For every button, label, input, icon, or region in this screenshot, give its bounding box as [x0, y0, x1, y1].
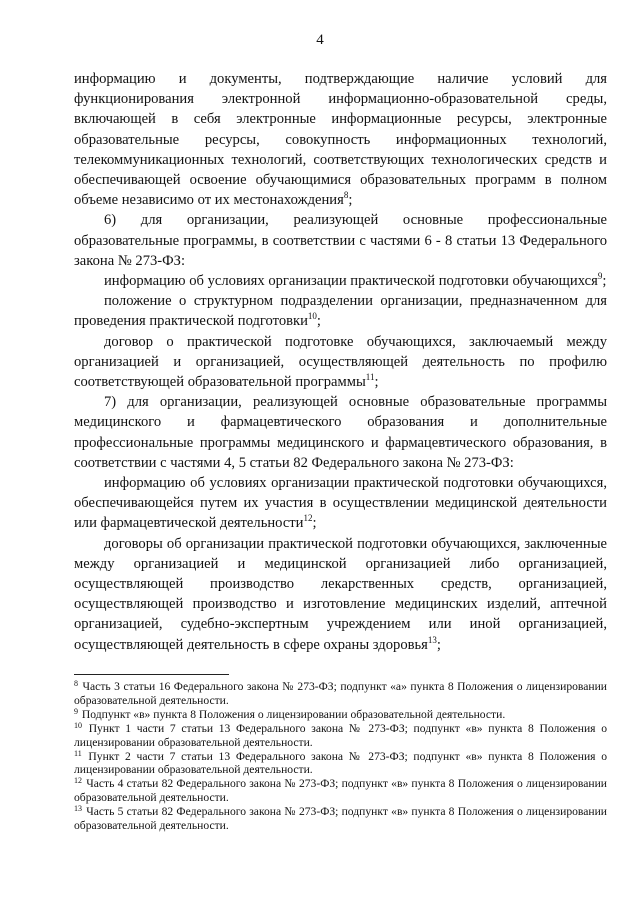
- paragraph-text: договоры об организации практической подготовки обучающихся, заключенные между организацией и медицинской организацией либо организацией, осуществляющей производство лекарственных средств, организацией, осуществляющей производство и изготовление медицинских изделий, аптечной организацией, судебно-экспертным учреждением или иной организацией, осуществляющей деятельность в сфере охраны здоровья: [74, 535, 607, 653]
- paragraph-text: информацию и документы, подтверждающие наличие условий для функционирования электронной информационно-образовательной среды, включающей в себя электронные информационные ресурсы, электронные образовательные ресурсы, совокупность информационных технологий, телекоммуникационных технологий, соответствующих технологических средств и обеспечивающей освоение обучающимися образовательных программ в полном объеме независимо от их местонахождения: [74, 71, 607, 209]
- paragraph-text: 7) для организации, реализующей основные образовательные программы медицинского и фармацевтического образования и дополнительные профессиональные программы медицинского и фармацевтического образования, в соответствии с частями 4, 5 статьи 82 Федерального закона № 273-ФЗ:: [74, 394, 607, 471]
- footnote-number: 11: [74, 748, 82, 758]
- footnote-ref: 13: [427, 634, 437, 645]
- footnotes: [74, 680, 607, 833]
- footnote-ref: 12: [303, 513, 313, 524]
- footnote-ref: 9: [597, 271, 603, 282]
- paragraph: [74, 69, 607, 210]
- paragraph: [74, 534, 607, 655]
- footnote-text: Подпункт «в» пункта 8 Положения о лицензировании образовательной деятельности.: [81, 707, 506, 721]
- body-text: [74, 69, 607, 655]
- paragraph: [74, 473, 607, 534]
- footnote-number: 8: [74, 679, 78, 688]
- footnote-text: Пункт 2 части 7 статьи 13 Федерального закона № 273-ФЗ; подпункт «в» пункта 8 Положения о лицензировании образовательной деятельности.: [74, 749, 607, 777]
- footnote: [74, 805, 607, 833]
- footnote: [74, 722, 607, 750]
- footnote-number: 9: [74, 706, 78, 716]
- page-number: 4: [316, 32, 324, 48]
- footnote-ref: 11: [365, 372, 375, 383]
- paragraph-text: договор о практической подготовке обучающихся, заключаемый между организацией и организацией, осуществляющей деятельность по профилю соответствующей образовательной программы: [74, 333, 607, 391]
- paragraph-text: информацию об условиях организации практической подготовки обучающихся, обеспечивающейся путем их участия в осуществлении медицинской деятельности или фармацевтической деятельности: [74, 475, 607, 532]
- paragraph: [74, 392, 607, 473]
- footnote-number: 12: [74, 776, 82, 786]
- footnote: [74, 777, 607, 805]
- footnote: [74, 750, 607, 778]
- footnote-number: 13: [74, 804, 82, 814]
- footnote-text: Часть 4 статьи 82 Федерального закона № 273-ФЗ; подпункт «в» пункта 8 Положения о лицензировании образовательной деятельности.: [74, 777, 607, 805]
- footnote-divider: [74, 674, 229, 675]
- paragraph-text: 6) для организации, реализующей основные профессиональные образовательные программы, в соответствии с частями 6 - 8 статьи 13 Федерального закона № 273-ФЗ:: [74, 212, 607, 269]
- paragraph: [74, 271, 607, 291]
- paragraph-tail: ;: [436, 636, 441, 653]
- paragraph-text: положение о структурном подразделении организации, предназначенном для проведения практической подготовки: [74, 293, 607, 330]
- footnote-text: Часть 5 статьи 82 Федерального закона № 273-ФЗ; подпункт «в» пункта 8 Положения о лицензировании образовательной деятельности.: [74, 805, 607, 833]
- paragraph: [74, 291, 607, 331]
- footnote: [74, 680, 607, 708]
- footnote-text: Пункт 1 части 7 статьи 13 Федерального закона № 273-ФЗ; подпункт «в» пункта 8 Положения о лицензировании образовательной деятельности.: [74, 721, 607, 749]
- footnote-text: Часть 3 статьи 16 Федерального закона № 273-ФЗ; подпункт «а» пункта 8 Положения о лицензировании образовательной деятельности.: [74, 680, 608, 707]
- footnote-ref: 8: [343, 190, 349, 201]
- footnote-number: 10: [74, 720, 82, 730]
- footnote-ref: 10: [307, 311, 317, 322]
- paragraph-tail: ;: [312, 515, 317, 532]
- paragraph-tail: ;: [374, 374, 379, 391]
- paragraph-tail: ;: [602, 273, 607, 290]
- paragraph: [74, 210, 607, 271]
- paragraph-tail: ;: [348, 192, 353, 209]
- paragraph-text: информацию об условиях организации практической подготовки обучающихся: [104, 273, 598, 290]
- paragraph-tail: ;: [316, 313, 321, 330]
- footnote: [74, 708, 607, 722]
- paragraph: [74, 332, 607, 393]
